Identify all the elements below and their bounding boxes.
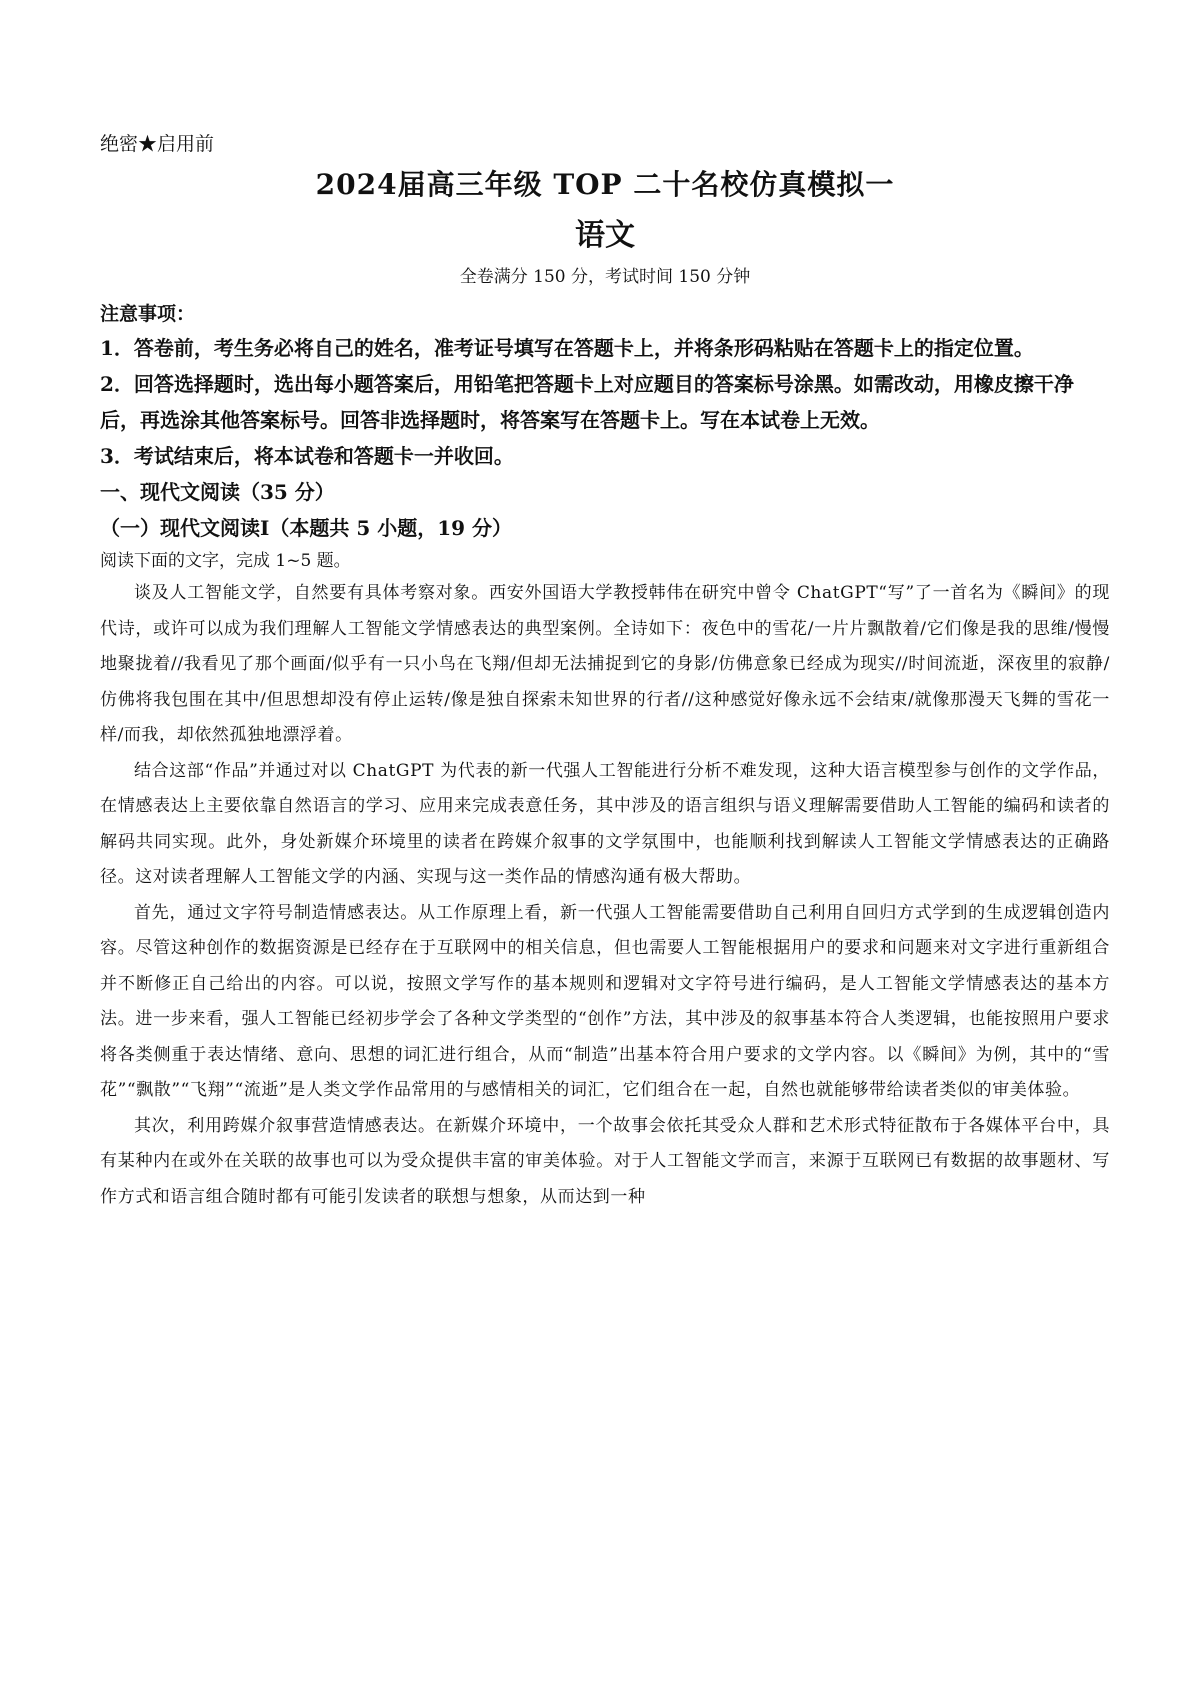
subsection-heading: （一）现代文阅读Ⅰ（本题共 5 小题，19 分） <box>100 516 512 540</box>
passage-paragraph-1: 谈及人工智能文学，自然要有具体考察对象。西安外国语大学教授韩伟在研究中曾令 ChatGPT“写”了一首名为《瞬间》的现代诗，或许可以成为我们理解人工智能文学情感表达的典型案例。全诗如下：夜色中的雪花/一片片飘散着/它们像是我的思维/慢慢地聚拢着//我看见了那个画面/似乎有一只小鸟在飞翔/但却无法捕捉到它的身影/仿佛意象已经成为现实//时间流逝，深夜里的寂静/仿佛将我包围在其中/但思想却没有停止运转/像是独自探索未知世界的行者//这种感觉好像永远不会结束/就像那漫天飞舞的雪花一样/而我，却依然孤独地漂浮着。 <box>100 583 1110 745</box>
exam-meta: 全卷满分 150 分，考试时间 150 分钟 <box>459 267 751 287</box>
notice-block <box>100 298 1110 474</box>
notice-item-1: 1．答卷前，考生务必将自己的姓名，准考证号填写在答题卡上，并将条形码粘贴在答题卡上的指定位置。 <box>100 336 1034 360</box>
notice-item-2: 2．回答选择题时，选出每小题答案后，用铅笔把答题卡上对应题目的答案标号涂黑。如需改动，用橡皮擦干净后，再选涂其他答案标号。回答非选择题时，将答案写在答题卡上。写在本试卷上无效。 <box>100 372 1074 432</box>
exam-title: 2024届高三年级 TOP 二十名校仿真模拟一 <box>315 168 895 201</box>
reading-section <box>100 474 1110 1215</box>
section-heading: 一、现代文阅读（35 分） <box>100 480 335 504</box>
passage-paragraph-4: 其次，利用跨媒介叙事营造情感表达。在新媒介环境中，一个故事会依托其受众人群和艺术形式特征散布于各媒体平台中，具有某种内在或外在关联的故事也可以为受众提供丰富的审美体验。对于人工智能文学而言，来源于互联网已有数据的故事题材、写作方式和语言组合随时都有可能引发读者的联想与想象，从而达到一种 <box>100 1115 1110 1207</box>
reading-instruction: 阅读下面的文字，完成 1~5 题。 <box>100 551 351 571</box>
exam-page <box>100 130 1110 1215</box>
notice-item-3: 3．考试结束后，将本试卷和答题卡一并收回。 <box>100 444 514 468</box>
confidential-mark: 绝密★启用前 <box>100 133 215 155</box>
passage-paragraph-3: 首先，通过文字符号制造情感表达。从工作原理上看，新一代强人工智能需要借助自己利用自回归方式学到的生成逻辑创造内容。尽管这种创作的数据资源是已经存在于互联网中的相关信息，但也需要人工智能根据用户的要求和问题来对文字进行重新组合并不断修正自己给出的内容。可以说，按照文学写作的基本规则和逻辑对文字符号进行编码，是人工智能文学情感表达的基本方法。进一步来看，强人工智能已经初步学会了各种文学类型的“创作”方法，其中涉及的叙事基本符合人类逻辑，也能按照用户要求将各类侧重于表达情绪、意向、思想的词汇进行组合，从而“制造”出基本符合用户要求的文学内容。以《瞬间》为例，其中的“雪花”“飘散”“飞翔”“流逝”是人类文学作品常用的与感情相关的词汇，它们组合在一起，自然也就能够带给读者类似的审美体验。 <box>100 902 1110 1100</box>
notice-heading: 注意事项： <box>100 303 196 325</box>
passage-paragraph-2: 结合这部“作品”并通过对以 ChatGPT 为代表的新一代强人工智能进行分析不难发现，这种大语言模型参与创作的文学作品，在情感表达上主要依靠自然语言的学习、应用来完成表意任务，其中涉及的语言组织与语义理解需要借助人工智能的编码和读者的解码共同实现。此外，身处新媒介环境里的读者在跨媒介叙事的文学氛围中，也能顺利找到解读人工智能文学情感表达的正确路径。这对读者理解人工智能文学的内涵、实现与这一类作品的情感沟通有极大帮助。 <box>100 760 1110 887</box>
subject-title: 语文 <box>575 218 635 253</box>
